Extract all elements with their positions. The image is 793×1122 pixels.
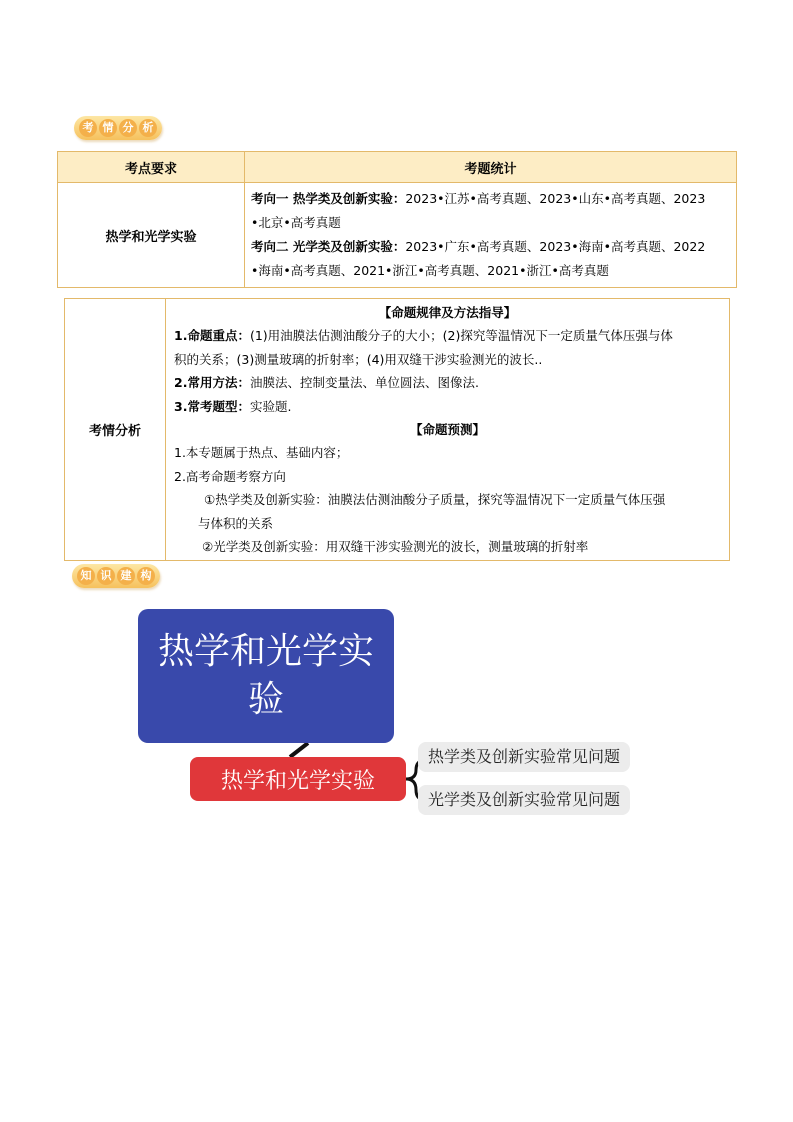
item-label: 2.常用方法：: [174, 375, 250, 391]
mindmap-branch-optics: 光学类及创新实验常见问题: [418, 785, 630, 815]
badge-char: 析: [139, 119, 157, 137]
stats-cell: [245, 183, 737, 288]
analysis-line: 2.高考命题考察方向: [174, 468, 286, 484]
mindmap-center-node: [190, 757, 406, 801]
badge-char: 情: [99, 119, 117, 137]
direction-text: 2023•广东•高考真题、2023•海南•高考真题、2022: [405, 239, 706, 254]
direction-label: 考向一 热学类及创新实验：: [251, 191, 406, 206]
badge-char: 建: [117, 567, 135, 585]
badge-char: 知: [77, 567, 95, 585]
analysis-line: [174, 324, 721, 347]
mindmap-branch-thermal: 热学类及创新实验常见问题: [418, 742, 630, 772]
section-badge-analysis: [74, 116, 162, 140]
analysis-line: [174, 371, 721, 394]
analysis-line: ②光学类及创新实验：用双缝干涉实验测光的波长，测量玻璃的折射率: [202, 539, 589, 555]
root-node-label: 热学和光学实验: [157, 631, 374, 720]
section-heading: 【命题规律及方法指导】: [378, 305, 517, 320]
analysis-line: [174, 395, 721, 418]
row-label: 热学和光学实验: [58, 183, 245, 288]
exam-statistics-table: [57, 151, 737, 288]
badge-char: 考: [79, 119, 97, 137]
stats-line: [251, 235, 730, 259]
analysis-line: 积的关系；(3)测量玻璃的折射率；(4)用双缝干涉实验测光的波长..: [174, 351, 543, 367]
analysis-cell: [166, 299, 730, 561]
direction-label: 考向二 光学类及创新实验：: [251, 239, 406, 254]
analysis-line: 1.本专题属于热点、基础内容；: [174, 445, 349, 461]
center-node-label: 热学和光学实验: [220, 768, 375, 794]
mindmap-root-node: [138, 609, 394, 743]
table-row: [58, 183, 737, 288]
badge-char: 识: [97, 567, 115, 585]
table-header-row: [58, 152, 737, 183]
stats-line: •北京•高考真题: [251, 215, 341, 230]
item-text: 实验题.: [249, 398, 292, 414]
section-badge-knowledge: [72, 564, 160, 588]
item-label: 3.常考题型：: [174, 398, 250, 414]
section-heading: 【命题预测】: [409, 422, 485, 438]
analysis-line: 与体积的关系: [198, 515, 274, 531]
stats-line: •海南•高考真题、2021•浙江•高考真题、2021•浙江•高考真题: [251, 263, 609, 278]
row-label: 考情分析: [65, 299, 166, 561]
item-text: (1)用油膜法估测油酸分子的大小；(2)探究等温情况下一定质量气体压强与体: [249, 328, 673, 344]
header-exam-points: 考点要求: [58, 152, 245, 183]
exam-analysis-table: [64, 298, 730, 561]
stats-line: [251, 187, 730, 211]
item-text: 油膜法、控制变量法、单位圆法、图像法.: [249, 375, 479, 391]
direction-text: 2023•江苏•高考真题、2023•山东•高考真题、2023: [405, 191, 706, 206]
header-exam-stats: 考题统计: [245, 152, 737, 183]
badge-char: 构: [137, 567, 155, 585]
badge-char: 分: [119, 119, 137, 137]
root-connector: [290, 743, 308, 757]
table-row: [65, 299, 730, 561]
analysis-line: ①热学类及创新实验：油膜法估测油酸分子质量，探究等温情况下一定质量气体压强: [204, 492, 666, 508]
item-label: 1.命题重点：: [174, 328, 250, 344]
